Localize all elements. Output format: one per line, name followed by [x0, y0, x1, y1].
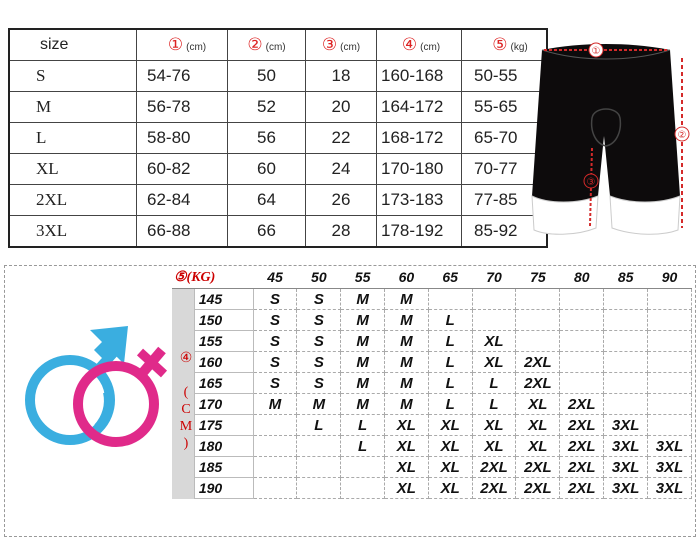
size-recommendation-cell [604, 352, 648, 373]
size-recommendation-cell [648, 289, 692, 310]
height-row [172, 289, 692, 310]
size-recommendation-cell: 2XL [560, 478, 604, 499]
height-cell: 170 [194, 394, 253, 415]
size-recommendation-cell: M [341, 394, 385, 415]
size-recommendation-cell: 3XL [604, 478, 648, 499]
height-range-cell: 170-180 [377, 154, 462, 185]
size-recommendation-cell: XL [472, 331, 516, 352]
right-leg-trim [610, 196, 680, 234]
weight-header-cell: 80 [560, 266, 604, 289]
measure-1-number: ① [167, 35, 184, 54]
size-recommendation-cell [428, 289, 472, 310]
size-recommendation-cell: XL [384, 478, 428, 499]
size-recommendation-cell: S [253, 373, 297, 394]
weight-header-cell: 85 [604, 266, 648, 289]
left-leg-trim [532, 196, 598, 234]
inseam-cell: 18 [306, 61, 377, 92]
length-cell: 56 [228, 123, 306, 154]
size-recommendation-cell: XL [428, 436, 472, 457]
weight-header-cell: 60 [384, 266, 428, 289]
weight-range-cell: 50-55 [462, 61, 548, 92]
size-recommendation-cell: S [253, 331, 297, 352]
size-recommendation-cell: M [384, 310, 428, 331]
size-recommendation-cell: S [297, 352, 341, 373]
height-axis-label: ④ ( C M ) [179, 351, 193, 451]
height-range-cell: 173-183 [377, 185, 462, 216]
size-recommendation-cell: M [341, 310, 385, 331]
size-recommendation-cell: M [297, 394, 341, 415]
size-cell: XL [9, 154, 137, 185]
size-recommendation-cell: L [472, 373, 516, 394]
weight-axis-label: ⑤(KG) [172, 266, 253, 289]
size-recommendation-cell: 3XL [604, 415, 648, 436]
height-range-cell: 168-172 [377, 123, 462, 154]
size-recommendation-cell: XL [428, 478, 472, 499]
size-recommendation-cell: XL [472, 436, 516, 457]
size-recommendation-cell [560, 352, 604, 373]
height-range-cell: 164-172 [377, 92, 462, 123]
size-recommendation-cell [648, 352, 692, 373]
height-row [172, 310, 692, 331]
shorts-measurement-diagram [520, 36, 692, 246]
size-recommendation-cell: S [253, 352, 297, 373]
size-recommendation-cell [604, 394, 648, 415]
size-recommendation-cell: S [297, 331, 341, 352]
size-recommendation-cell [560, 289, 604, 310]
measure-3-number: ③ [321, 35, 338, 54]
waist-cell: 56-78 [137, 92, 228, 123]
inseam-cell: 24 [306, 154, 377, 185]
height-cell: 180 [194, 436, 253, 457]
size-lookup-table [172, 266, 692, 499]
size-row [9, 216, 547, 248]
height-row [172, 331, 692, 352]
size-recommendation-cell [472, 289, 516, 310]
measure-4-unit: (cm) [420, 42, 441, 53]
size-recommendation-cell [297, 478, 341, 499]
size-recommendation-cell: 2XL [560, 415, 604, 436]
height-row [172, 457, 692, 478]
weight-range-cell: 65-70 [462, 123, 548, 154]
size-recommendation-cell: M [341, 289, 385, 310]
waist-column-header [137, 29, 228, 61]
inseam-cell: 28 [306, 216, 377, 248]
waist-cell: 54-76 [137, 61, 228, 92]
size-recommendation-cell: S [297, 373, 341, 394]
weight-header-cell: 70 [472, 266, 516, 289]
measure-label-1: ① [591, 46, 601, 57]
size-recommendation-cell: S [253, 289, 297, 310]
size-recommendation-cell: M [384, 331, 428, 352]
size-recommendation-cell: M [384, 352, 428, 373]
size-recommendation-cell: L [428, 394, 472, 415]
measure-5-unit: (kg) [510, 42, 528, 53]
size-recommendation-cell: M [384, 289, 428, 310]
size-cell: 2XL [9, 185, 137, 216]
weight-header-cell: 55 [341, 266, 385, 289]
size-recommendation-cell: S [297, 310, 341, 331]
length-column-header [228, 29, 306, 61]
size-recommendation-cell: 3XL [648, 457, 692, 478]
size-row [9, 185, 547, 216]
size-recommendation-cell: L [428, 373, 472, 394]
height-cell: 155 [194, 331, 253, 352]
size-recommendation-cell [516, 289, 560, 310]
length-cell: 64 [228, 185, 306, 216]
size-cell: M [9, 92, 137, 123]
length-cell: 66 [228, 216, 306, 248]
length-cell: 52 [228, 92, 306, 123]
gender-symbols-icon [12, 308, 172, 458]
size-recommendation-cell: M [341, 373, 385, 394]
size-recommendation-cell: 2XL [516, 352, 560, 373]
size-recommendation-cell [648, 310, 692, 331]
length-cell: 60 [228, 154, 306, 185]
height-column-header [377, 29, 462, 61]
size-recommendation-cell: L [428, 352, 472, 373]
size-recommendation-cell [604, 310, 648, 331]
size-recommendation-cell: 3XL [604, 436, 648, 457]
size-recommendation-cell [560, 373, 604, 394]
size-row [9, 154, 547, 185]
measure-5-number: ⑤ [492, 35, 508, 54]
size-recommendation-cell: XL [384, 436, 428, 457]
size-recommendation-cell: XL [384, 457, 428, 478]
measure-4-number: ④ [401, 35, 418, 54]
size-recommendation-cell [297, 457, 341, 478]
size-recommendation-cell: 2XL [516, 373, 560, 394]
size-recommendation-cell [648, 394, 692, 415]
size-recommendation-cell: 2XL [472, 457, 516, 478]
height-row [172, 415, 692, 436]
height-range-cell: 178-192 [377, 216, 462, 248]
waist-cell: 62-84 [137, 185, 228, 216]
height-cell: 190 [194, 478, 253, 499]
size-recommendation-cell: M [253, 394, 297, 415]
size-recommendation-cell: M [341, 352, 385, 373]
measure-label-3: ③ [586, 177, 596, 188]
height-weight-size-grid [172, 266, 692, 531]
waist-cell: 66-88 [137, 216, 228, 248]
size-recommendation-cell [297, 436, 341, 457]
height-row [172, 373, 692, 394]
size-table-header-row [9, 29, 547, 61]
size-recommendation-cell [253, 457, 297, 478]
size-recommendation-cell [516, 310, 560, 331]
size-recommendation-cell: L [341, 436, 385, 457]
size-recommendation-cell: XL [428, 415, 472, 436]
measure-1-unit: (cm) [186, 42, 207, 53]
height-range-cell: 160-168 [377, 61, 462, 92]
shorts-body [532, 44, 680, 202]
height-row [172, 352, 692, 373]
size-recommendation-cell [341, 478, 385, 499]
size-recommendation-cell [253, 478, 297, 499]
height-cell: 150 [194, 310, 253, 331]
height-row [172, 478, 692, 499]
size-recommendation-cell: XL [472, 352, 516, 373]
size-recommendation-cell [604, 289, 648, 310]
measure-2-unit: (cm) [265, 42, 286, 53]
height-row [172, 436, 692, 457]
measure-2-number: ② [247, 35, 263, 54]
size-recommendation-cell: 2XL [516, 478, 560, 499]
size-recommendation-cell: XL [384, 415, 428, 436]
size-recommendation-cell [560, 331, 604, 352]
size-recommendation-cell [604, 331, 648, 352]
weight-header-cell: 90 [648, 266, 692, 289]
weight-header-cell: 45 [253, 266, 297, 289]
size-recommendation-cell [253, 436, 297, 457]
size-recommendation-cell [648, 331, 692, 352]
size-cell: S [9, 61, 137, 92]
weight-range-cell: 77-85 [462, 185, 548, 216]
inseam-cell: 26 [306, 185, 377, 216]
weight-header-cell: 50 [297, 266, 341, 289]
size-row [9, 123, 547, 154]
size-recommendation-cell: L [472, 394, 516, 415]
waist-cell: 58-80 [137, 123, 228, 154]
height-cell: 175 [194, 415, 253, 436]
size-recommendation-cell: 2XL [472, 478, 516, 499]
height-cell: 165 [194, 373, 253, 394]
size-recommendation-cell [648, 415, 692, 436]
size-recommendation-cell: 2XL [516, 457, 560, 478]
size-measurement-table [8, 28, 548, 248]
inseam-column-header [306, 29, 377, 61]
size-recommendation-cell: S [253, 310, 297, 331]
weight-range-cell: 55-65 [462, 92, 548, 123]
length-cell: 50 [228, 61, 306, 92]
size-recommendation-cell: XL [516, 394, 560, 415]
size-recommendation-cell [648, 373, 692, 394]
size-recommendation-cell: L [428, 310, 472, 331]
size-recommendation-cell: 2XL [560, 457, 604, 478]
inseam-cell: 22 [306, 123, 377, 154]
size-recommendation-cell [472, 310, 516, 331]
size-recommendation-cell: 3XL [604, 457, 648, 478]
size-recommendation-cell: S [297, 289, 341, 310]
size-recommendation-cell: XL [516, 436, 560, 457]
size-recommendation-cell: M [384, 394, 428, 415]
size-recommendation-cell: XL [516, 415, 560, 436]
weight-header-cell: 75 [516, 266, 560, 289]
size-recommendation-cell: L [428, 331, 472, 352]
size-row [9, 61, 547, 92]
weight-header-cell: 65 [428, 266, 472, 289]
inseam-cell: 20 [306, 92, 377, 123]
size-cell: L [9, 123, 137, 154]
height-cell: 185 [194, 457, 253, 478]
size-recommendation-cell: 2XL [560, 436, 604, 457]
size-recommendation-cell [516, 331, 560, 352]
size-recommendation-cell [560, 310, 604, 331]
height-cell: 160 [194, 352, 253, 373]
measure-label-2: ② [677, 130, 687, 141]
size-recommendation-cell: XL [428, 457, 472, 478]
size-row [9, 92, 547, 123]
height-cell: 145 [194, 289, 253, 310]
size-recommendation-cell: M [384, 373, 428, 394]
size-recommendation-cell [341, 457, 385, 478]
size-recommendation-cell: 3XL [648, 478, 692, 499]
weight-range-cell: 85-92 [462, 216, 548, 248]
measure-3-unit: (cm) [340, 42, 361, 53]
weight-header-row [172, 266, 692, 289]
size-cell: 3XL [9, 216, 137, 248]
size-column-header: size [9, 29, 137, 61]
size-recommendation-cell: 2XL [560, 394, 604, 415]
height-row [172, 394, 692, 415]
size-recommendation-cell [253, 415, 297, 436]
waist-cell: 60-82 [137, 154, 228, 185]
size-recommendation-cell: M [341, 331, 385, 352]
size-recommendation-cell: 3XL [648, 436, 692, 457]
size-recommendation-cell: L [341, 415, 385, 436]
size-recommendation-cell: XL [472, 415, 516, 436]
size-recommendation-cell: L [297, 415, 341, 436]
weight-range-cell: 70-77 [462, 154, 548, 185]
size-recommendation-cell [604, 373, 648, 394]
